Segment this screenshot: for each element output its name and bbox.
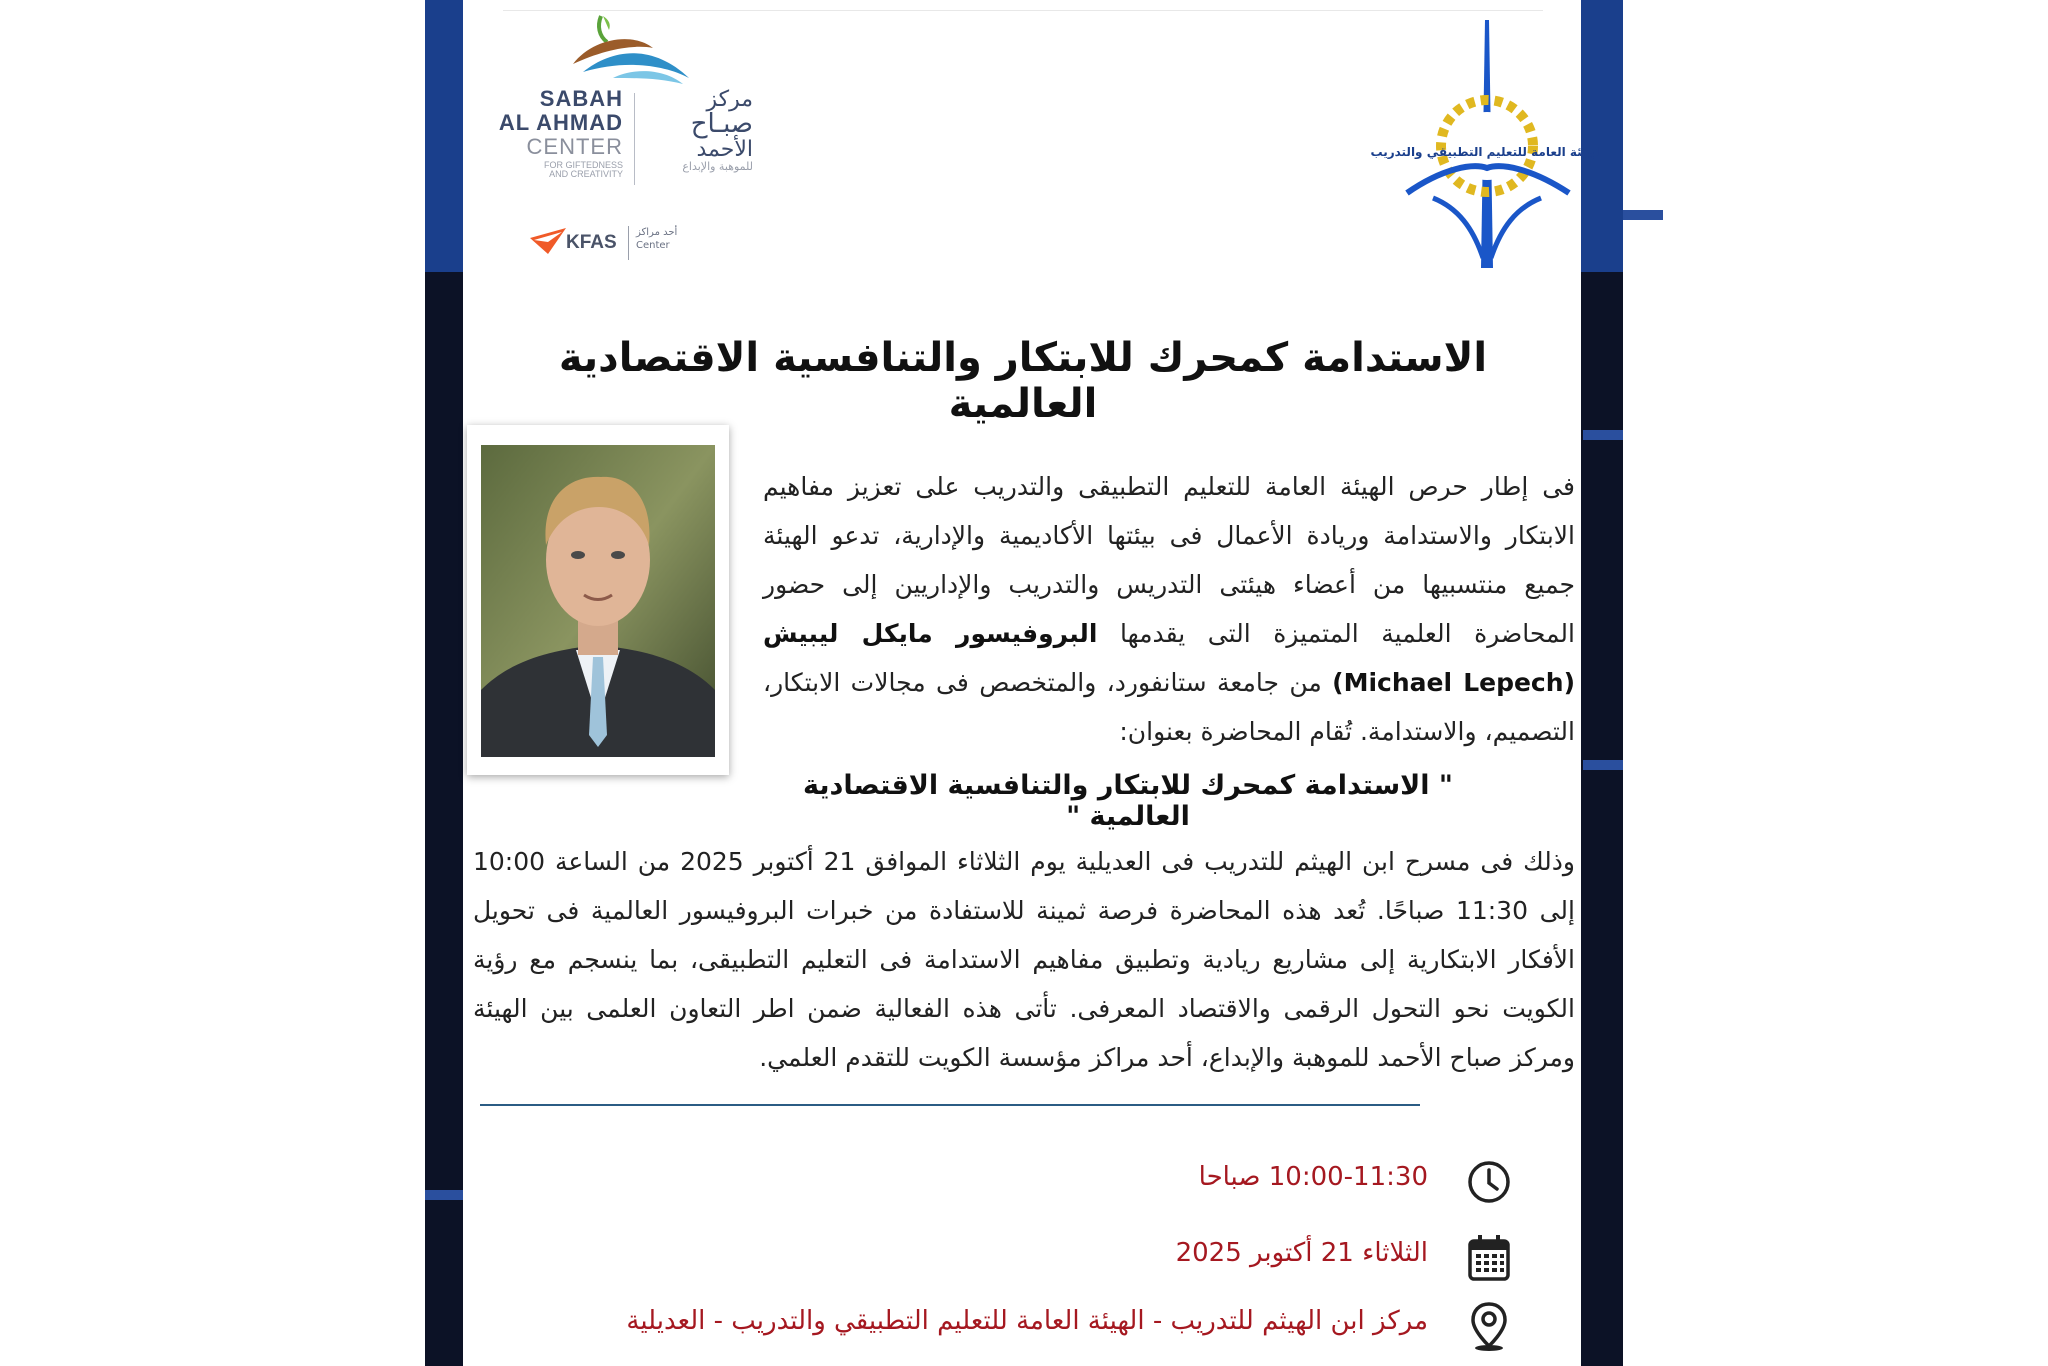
- calendar-icon: [1465, 1232, 1513, 1284]
- kfas-sub-ar: أحد مراكز: [636, 227, 678, 238]
- date-text: الثلاثاء 21 أكتوبر 2025: [1175, 1238, 1428, 1268]
- frame-stripe: [425, 1190, 465, 1200]
- sabah-en-line: CENTER: [526, 134, 623, 159]
- location-text: مركز ابن الهيثم للتدريب - الهيئة العامة للتعليم التطبيقي والتدريب - العديلية: [626, 1306, 1428, 1336]
- date-row: [563, 1232, 1513, 1284]
- paaet-name-text: الهيئة العامة للتعليم التطبيقي والتدريب: [1370, 145, 1604, 159]
- speaker-name: البروفيسور مايكل ليبيش (Michael Lepech): [763, 619, 1575, 697]
- frame-stripe: [1583, 430, 1623, 440]
- logo-divider: [628, 226, 629, 260]
- intro-paragraph: [763, 462, 1575, 756]
- details-paragraph: وذلك فى مسرح ابن الهيثم للتدريب فى العديلية يوم الثلاثاء الموافق 21 أكتوبر 2025 من الساعة 10:00 إلى 11:30 صباحًا. تُعد هذه المحاضرة فرصة ثمينة للاستفادة من خبرات البروفيسور العالمية فى تحويل الأفكار الابتكارية إلى مشاريع ريادية وتطبيق مفاهيم الاستدامة فى التعليم التطبيقى، بما ينسجم مع رؤية الكويت نحو التحول الرقمى والاقتصاد المعرفى. تأتى هذه الفعالية ضمن اطر التعاون العلمى بين الهيئة ومركز صباح الأحمد للموهبة والإبداع، أحد مراكز مؤسسة الكويت للتقدم العلمي.: [473, 847, 1575, 1072]
- kfas-logo: [528, 220, 708, 264]
- kfas-sub-en: Center: [636, 240, 670, 251]
- sabah-ar-line: الأحمد: [696, 137, 753, 163]
- location-pin-icon: [1465, 1300, 1513, 1352]
- sabah-ar-line: مركز: [706, 87, 753, 112]
- frame-stripe: [1623, 210, 1663, 220]
- speaker-photo: [481, 445, 715, 757]
- time-text: 10:00-11:30 صباحا: [1198, 1162, 1428, 1192]
- time-row: [563, 1156, 1513, 1208]
- sabah-en-line: AL AHMAD: [498, 110, 623, 135]
- clock-icon: [1465, 1156, 1513, 1208]
- sabah-arabic-name: [643, 88, 753, 173]
- sabah-en-line: SABAH: [539, 86, 623, 111]
- kfas-subtitle: [636, 226, 696, 252]
- poster: [463, 0, 1604, 1366]
- sabah-en-line: FOR GIFTEDNESS: [543, 160, 623, 170]
- sabah-ar-line: صبـاح: [690, 109, 753, 140]
- section-divider: [480, 1104, 1420, 1106]
- kfas-mark-icon: [528, 224, 568, 258]
- kfas-name: KFAS: [566, 232, 617, 253]
- intro-text: فى إطار حرص الهيئة العامة للتعليم التطبيقى والتدريب على تعزيز مفاهيم الابتكار والاستدامة وريادة الأعمال فى بيئتها الأكاديمية والإدارية، تدعو الهيئة جميع منتسبيها من أعضاء هيئتى التدريس والتدريب والإداريين إلى حضور المحاضرة العلمية المتميزة التى يقدمها: [763, 472, 1575, 648]
- logo-divider: [634, 93, 635, 185]
- page-title: الاستدامة كمحرك للابتكار والتنافسية الاقتصادية العالمية: [558, 335, 1488, 427]
- lecture-title-quote: " الاستدامة كمحرك للابتكار والتنافسية الاقتصادية العالمية ": [802, 770, 1453, 832]
- sabah-en-line: AND CREATIVITY: [549, 169, 623, 179]
- sabah-mark-icon: [553, 8, 693, 88]
- location-row: [563, 1300, 1513, 1352]
- sabah-english-name: [493, 88, 623, 179]
- paaet-logo: [1370, 18, 1604, 268]
- speaker-photo-frame: [467, 425, 729, 775]
- sabah-al-ahmad-logo: [493, 8, 753, 188]
- intro-text-continued: من جامعة ستانفورد، والمتخصص فى مجالات الابتكار، التصميم، والاستدامة. تُقام المحاضرة بعنوان:: [763, 668, 1575, 746]
- frame-stripe: [1583, 760, 1623, 770]
- sabah-ar-line: للموهبة والإبداع: [682, 160, 753, 174]
